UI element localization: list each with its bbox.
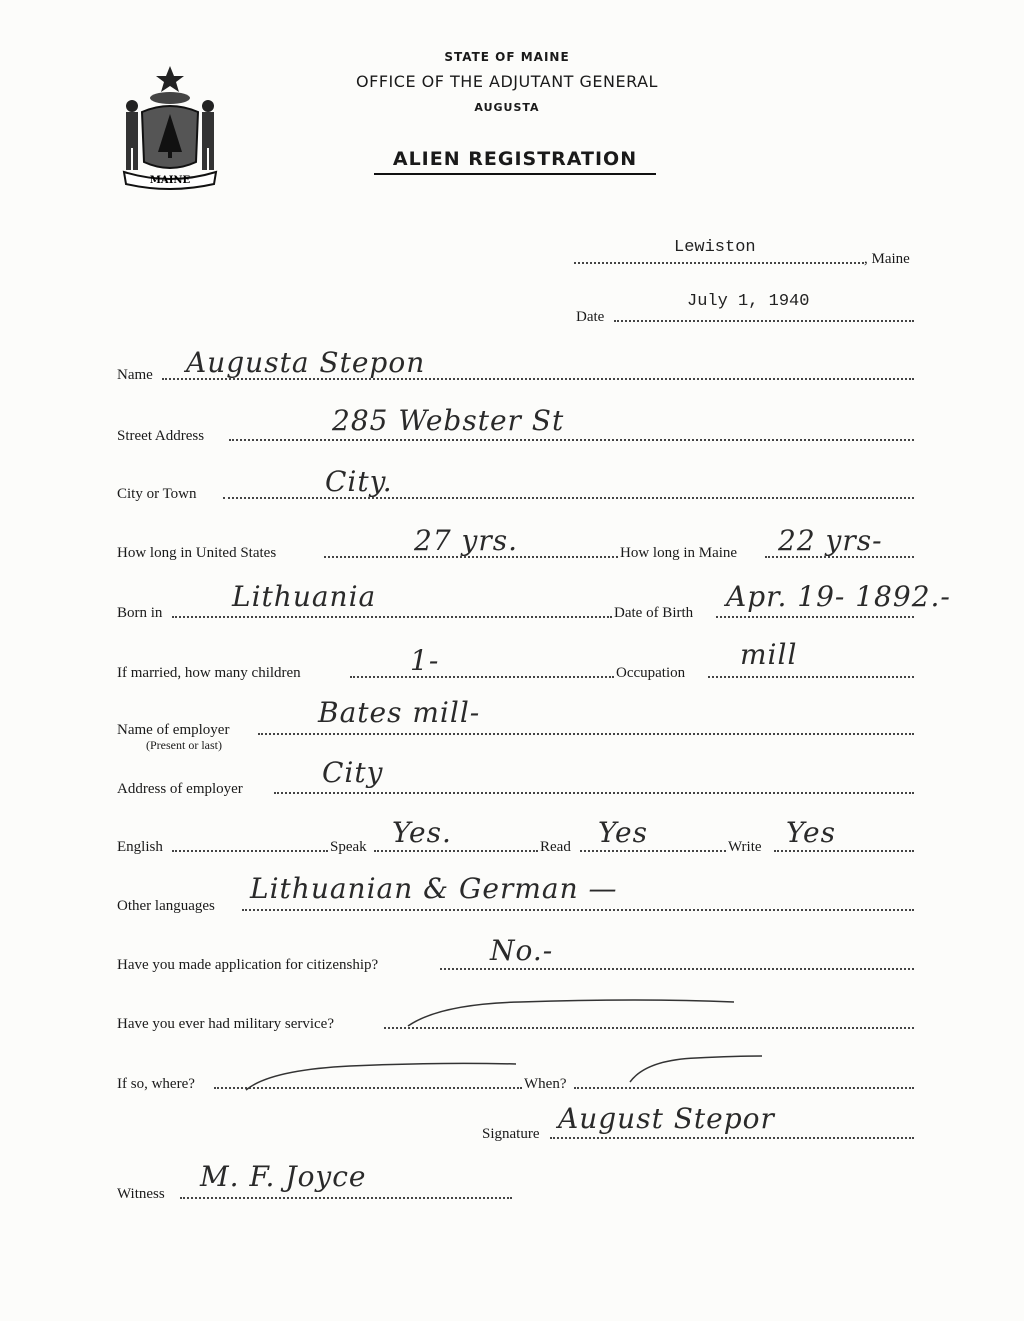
witness-line bbox=[180, 1197, 512, 1199]
street-value: 285 Webster St bbox=[332, 404, 565, 437]
signature-line bbox=[550, 1137, 914, 1139]
occupation-label: Occupation bbox=[616, 665, 686, 681]
born-in-line bbox=[172, 616, 612, 618]
dob-value: Apr. 19- 1892.- bbox=[726, 580, 951, 613]
speak-label: Speak bbox=[330, 839, 367, 855]
occupation-line bbox=[708, 676, 914, 678]
children-value: 1- bbox=[410, 644, 440, 677]
maine-label: , Maine bbox=[864, 251, 910, 267]
born-in-label: Born in bbox=[117, 605, 163, 621]
svg-text:MAINE: MAINE bbox=[149, 175, 191, 186]
how-long-maine-label: How long in Maine bbox=[620, 545, 738, 561]
speak-line bbox=[374, 850, 538, 852]
where-dash-stroke bbox=[240, 1060, 520, 1094]
name-value: Augusta Stepon bbox=[186, 346, 426, 379]
read-line bbox=[580, 850, 726, 852]
signature-value: August Stepor bbox=[558, 1102, 775, 1135]
born-in-value: Lithuania bbox=[232, 580, 377, 613]
how-long-us-value: 27 yrs. bbox=[414, 524, 519, 557]
dob-line bbox=[716, 616, 914, 618]
english-label: English bbox=[117, 839, 163, 855]
military-label: Have you ever had military service? bbox=[117, 1016, 334, 1032]
read-label: Read bbox=[540, 839, 571, 855]
employer-address-line bbox=[274, 792, 914, 794]
when-line bbox=[574, 1087, 914, 1089]
header-city: AUGUSTA bbox=[474, 101, 540, 114]
witness-value: M. F. Joyce bbox=[200, 1160, 367, 1193]
write-label: Write bbox=[728, 839, 762, 855]
when-label: When? bbox=[524, 1076, 567, 1092]
employer-label: Name of employer bbox=[117, 722, 230, 738]
header-state: STATE OF MAINE bbox=[444, 50, 570, 64]
children-label: If married, how many children bbox=[117, 665, 301, 681]
english-line bbox=[172, 850, 328, 852]
other-languages-value: Lithuanian & German — bbox=[250, 872, 618, 905]
date-label: Date bbox=[576, 309, 605, 325]
other-languages-label: Other languages bbox=[117, 898, 215, 914]
city-value: City. bbox=[325, 465, 393, 498]
date-value: July 1, 1940 bbox=[687, 292, 810, 311]
street-label: Street Address bbox=[117, 428, 205, 444]
other-languages-line bbox=[242, 909, 914, 911]
write-line bbox=[774, 850, 914, 852]
employer-address-label: Address of employer bbox=[117, 781, 243, 797]
when-dash-stroke bbox=[626, 1052, 766, 1086]
read-value: Yes bbox=[598, 816, 648, 849]
dob-label: Date of Birth bbox=[614, 605, 694, 621]
where-label: If so, where? bbox=[117, 1076, 195, 1092]
employer-line bbox=[258, 733, 914, 735]
name-label: Name bbox=[117, 367, 153, 383]
town-value: Lewiston bbox=[674, 238, 756, 257]
signature-label: Signature bbox=[482, 1126, 540, 1142]
employer-address-value: City bbox=[322, 756, 384, 789]
date-line bbox=[614, 320, 914, 322]
how-long-us-label: How long in United States bbox=[117, 545, 277, 561]
children-line bbox=[350, 676, 614, 678]
maine-seal-icon bbox=[112, 62, 228, 190]
city-label: City or Town bbox=[117, 486, 197, 502]
employer-sublabel: (Present or last) bbox=[146, 738, 222, 752]
employer-value: Bates mill- bbox=[318, 696, 481, 729]
witness-label: Witness bbox=[117, 1186, 165, 1202]
header-office: OFFICE OF THE ADJUTANT GENERAL bbox=[356, 72, 658, 91]
speak-value: Yes. bbox=[392, 816, 452, 849]
form-title: ALIEN REGISTRATION bbox=[374, 148, 656, 175]
citizenship-line bbox=[440, 968, 914, 970]
street-line bbox=[229, 439, 914, 441]
occupation-value: mill bbox=[740, 638, 798, 671]
town-line bbox=[574, 262, 864, 264]
citizenship-label: Have you made application for citizenship? bbox=[117, 957, 379, 973]
military-dash-stroke bbox=[400, 996, 740, 1030]
write-value: Yes bbox=[786, 816, 836, 849]
citizenship-value: No.- bbox=[490, 934, 554, 967]
how-long-maine-value: 22 yrs- bbox=[778, 524, 883, 557]
